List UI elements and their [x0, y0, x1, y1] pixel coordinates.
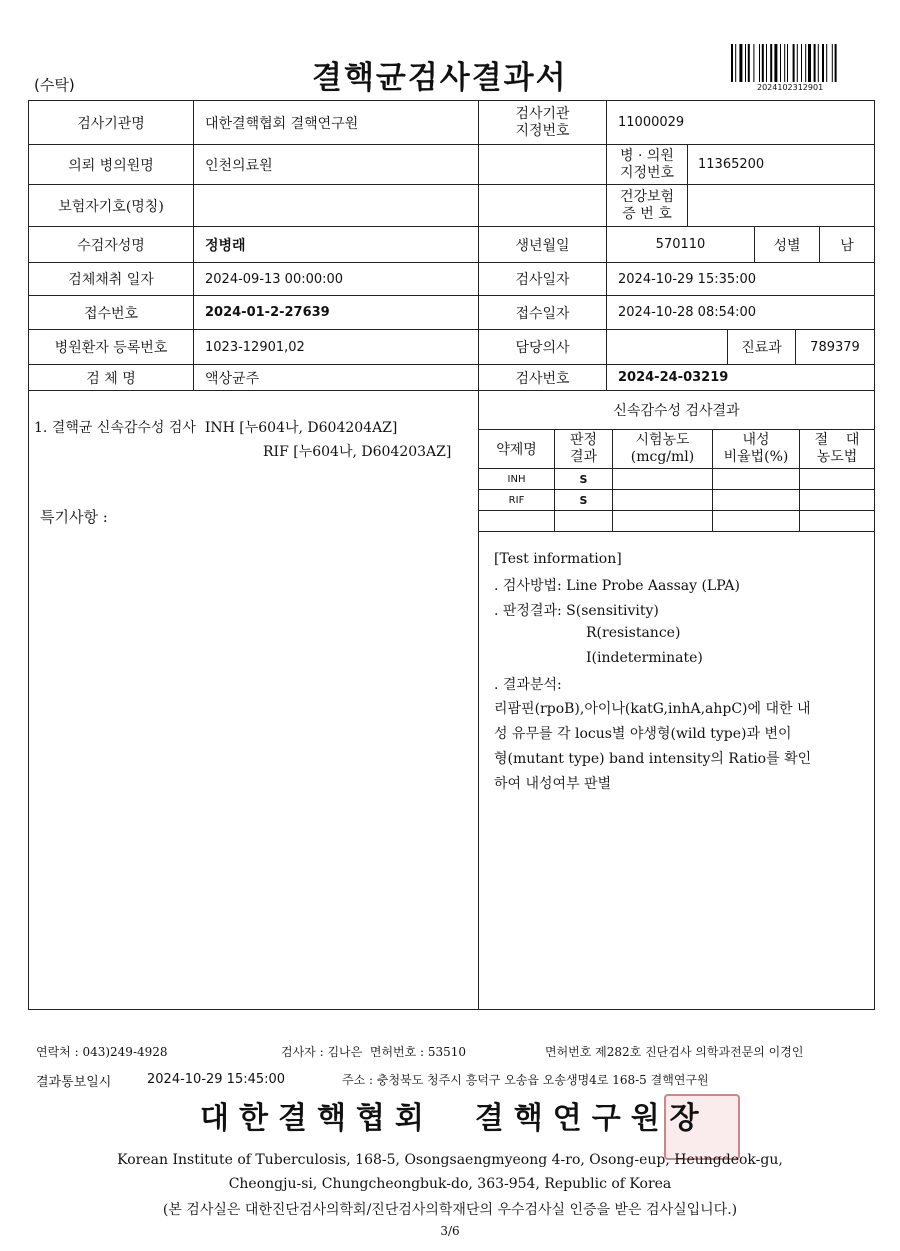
- accession-no-label: 접수번호: [83, 305, 139, 322]
- table-row-drug: RIF: [508, 494, 525, 506]
- judgment-legend: . 판정결과: S(sensitivity): [494, 603, 659, 619]
- collection-date-value: 2024-09-13 00:00:00: [205, 271, 344, 287]
- agency-name-value: 대한결핵협회 결핵연구원: [205, 115, 359, 132]
- hospital-code-label: 병 · 의원 지정번호: [619, 147, 675, 181]
- barcode-icon: [730, 44, 872, 82]
- notify-label: 결과통보일시: [36, 1075, 112, 1090]
- table-row-drug: INH: [507, 473, 526, 485]
- birth-date-value: 570110: [655, 237, 706, 252]
- patient-name-label: 수검자성명: [77, 237, 145, 254]
- collection-date-label: 검체채취 일자: [68, 272, 154, 288]
- notify-value: 2024-10-29 15:45:00: [147, 1072, 286, 1087]
- address: 주소 : 충청북도 청주시 흥덕구 오송읍 오송생명4로 168-5 결핵연구원: [342, 1073, 709, 1087]
- analysis-line-3: 형(mutant type) band intensity의 Ratio를 확인: [494, 751, 812, 767]
- test-no-value: 2024-24-03219: [618, 370, 729, 385]
- accession-no-value: 2024-01-2-27639: [205, 305, 330, 320]
- test-info-heading: [Test information]: [494, 551, 622, 567]
- analysis-line-4: 하여 내성여부 판별: [494, 776, 612, 792]
- director: 면허번호 제282호 진단검사 의학과전문의 이경인: [545, 1045, 804, 1059]
- table-row-result: S: [579, 493, 588, 507]
- english-address-2: Cheongju-si, Chungcheongbuk-do, 363-954, Republic of Korea: [228, 1176, 672, 1192]
- certification-note: (본 검사실은 대한진단검사의학회/진단검사의학재단의 우수검사실 인증을 받은 검사실입니다.): [162, 1202, 738, 1218]
- analysis-label: . 결과분석:: [494, 677, 562, 693]
- header-judgment: 판정 결과: [569, 432, 598, 465]
- analysis-line-2: 성 유무를 각 locus별 야생형(wild type)과 변이: [494, 726, 792, 742]
- hospital-name-label: 의뢰 병의원명: [68, 157, 154, 174]
- header-test-concentration: 시험농도 (mcg/ml): [630, 432, 695, 465]
- patient-reg-no-label: 병원환자 등록번호: [54, 340, 168, 356]
- contact: 연락처 : 043)249-4928: [36, 1045, 168, 1059]
- receipt-tag: (수탁): [34, 76, 75, 94]
- page-number: 3/6: [440, 1224, 460, 1238]
- agency-code-label: 검사기관 지정번호: [515, 105, 570, 139]
- judgment-indeterminate: I(indeterminate): [586, 650, 703, 666]
- test-line-1: 1. 결핵균 신속감수성 검사 INH [누604나, D604204AZ]: [34, 420, 398, 436]
- physician-label: 담당의사: [515, 340, 570, 356]
- agency-name-label: 검사기관명: [77, 115, 145, 132]
- patient-name-value: 정병래: [205, 237, 246, 254]
- institute-signature: 대한결핵협회 결핵연구원장: [200, 1101, 709, 1136]
- header-drug: 약제명: [496, 442, 537, 458]
- patient-reg-no-value: 1023-12901,02: [205, 339, 305, 355]
- remarks-label: 특기사항 :: [40, 508, 108, 526]
- test-date-value: 2024-10-29 15:35:00: [618, 271, 757, 287]
- insurer-label: 보험자기호(명칭): [58, 198, 164, 215]
- header-proportion-method: 내성 비율법(%): [723, 432, 789, 465]
- tester: 검사자 : 김나은 면허번호 : 53510: [281, 1045, 467, 1059]
- birth-date-label: 생년월일: [515, 237, 570, 254]
- table-row-result: S: [579, 472, 588, 486]
- test-no-label: 검사번호: [515, 370, 570, 387]
- hospital-code-value: 11365200: [698, 157, 765, 172]
- test-method: . 검사방법: Line Probe Aassay (LPA): [494, 578, 740, 594]
- insurance-no-label: 건강보험 증 번 호: [619, 188, 675, 222]
- hospital-name-value: 인천의료원: [205, 157, 273, 174]
- sex-value: 남: [840, 237, 854, 254]
- test-date-label: 검사일자: [515, 272, 570, 288]
- received-date-value: 2024-10-28 08:54:00: [618, 305, 757, 320]
- barcode-number: 2024102312901: [757, 83, 824, 92]
- department-value: 789379: [810, 339, 860, 355]
- result-table-title: 신속감수성 검사결과: [613, 403, 740, 419]
- header-absolute-concentration: 절 대 농도법: [814, 432, 860, 465]
- specimen-label: 검 체 명: [86, 370, 136, 387]
- judgment-resistance: R(resistance): [586, 625, 681, 641]
- specimen-value: 액상균주: [205, 370, 260, 387]
- document-title: 결핵균검사결과서: [312, 60, 568, 96]
- english-address-1: Korean Institute of Tuberculosis, 168-5, Osongsaengmyeong 4-ro, Osong-eup, Heungdeok-gu,: [117, 1152, 783, 1168]
- agency-code-value: 11000029: [618, 115, 685, 130]
- sex-label: 성별: [773, 237, 801, 254]
- test-line-2: RIF [누604나, D604203AZ]: [263, 444, 452, 460]
- analysis-line-1: 리팜핀(rpoB),아이나(katG,inhA,ahpC)에 대한 내: [494, 701, 811, 717]
- received-date-label: 접수일자: [515, 305, 570, 322]
- department-label: 진료과: [741, 340, 782, 356]
